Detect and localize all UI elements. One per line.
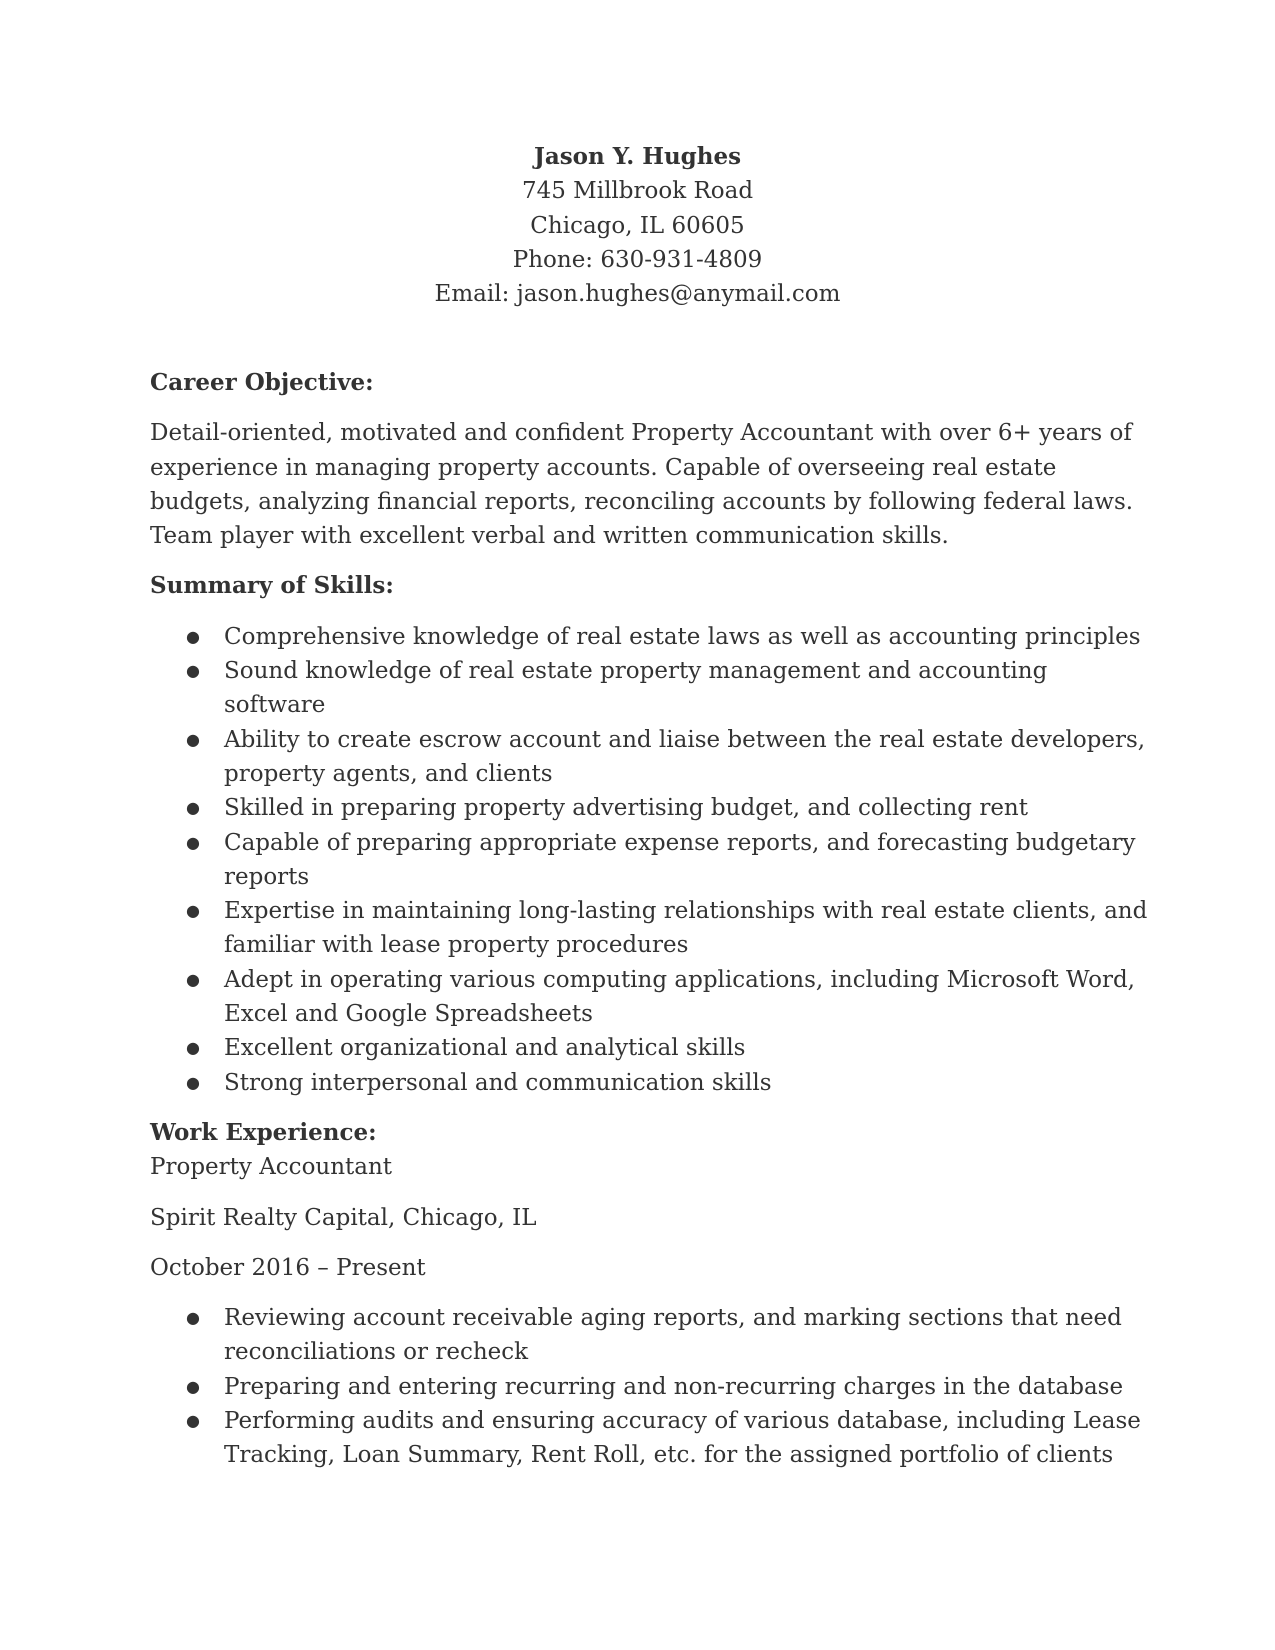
- skills-list: [150, 620, 1150, 1100]
- list-item: [150, 620, 1150, 654]
- phone-line: Phone: 630-931-4809: [512, 246, 763, 273]
- bullet-icon: ●: [186, 729, 200, 749]
- bullet-icon: ●: [186, 661, 200, 681]
- address-line-2: Chicago, IL 60605: [530, 212, 745, 239]
- duty-text: Preparing and entering recurring and non-recurring charges in the database: [224, 1373, 1124, 1400]
- contact-header: [0, 140, 1275, 311]
- work-experience-heading: Work Experience:: [150, 1118, 377, 1146]
- skill-text: Expertise in maintaining long-lasting relationships with real estate clients, and familiar with lease property procedures: [224, 898, 1148, 959]
- career-objective-heading: Career Objective:: [150, 369, 374, 396]
- bullet-icon: ●: [186, 1308, 200, 1328]
- skill-text: Sound knowledge of real estate property management and accounting software: [224, 658, 1048, 719]
- duty-text: Performing audits and ensuring accuracy of various database, including Lease Tracking, Loan Summary, Rent Roll, etc. for the assigned portfolio of clients: [224, 1408, 1141, 1469]
- employment-dates: October 2016 – Present: [150, 1254, 426, 1281]
- list-item: [150, 963, 1150, 1032]
- email-line: Email: jason.hughes@anymail.com: [434, 281, 841, 308]
- list-item: [150, 1404, 1150, 1473]
- career-objective-text: Detail-oriented, motivated and confident Property Accountant with over 6+ years of experience in managing property accounts. Capable of overseeing real estate budgets, analyzing financial reports, reconciling accounts by following federal laws. Team player with excellent verbal and written communication skills.: [150, 420, 1134, 550]
- company-location: Spirit Realty Capital, Chicago, IL: [150, 1204, 537, 1231]
- list-item: [150, 1066, 1150, 1100]
- list-item: [150, 1301, 1150, 1370]
- skill-text: Ability to create escrow account and liaise between the real estate developers, property agents, and clients: [224, 726, 1146, 787]
- list-item: [150, 654, 1150, 723]
- bullet-icon: ●: [186, 1376, 200, 1396]
- list-item: [150, 723, 1150, 792]
- list-item: [150, 1370, 1150, 1404]
- list-item: [150, 894, 1150, 963]
- bullet-icon: ●: [186, 1411, 200, 1431]
- resume-body: [150, 366, 1150, 1489]
- bullet-icon: ●: [186, 969, 200, 989]
- bullet-icon: ●: [186, 798, 200, 818]
- list-item: [150, 791, 1150, 825]
- job-title: Property Accountant: [150, 1154, 393, 1181]
- bullet-icon: ●: [186, 1072, 200, 1092]
- list-item: [150, 826, 1150, 895]
- work-duties-list: [150, 1301, 1150, 1472]
- skill-text: Skilled in preparing property advertising budget, and collecting rent: [224, 795, 1028, 822]
- skill-text: Adept in operating various computing applications, including Microsoft Word, Excel and Google Spreadsheets: [224, 966, 1135, 1028]
- skills-heading: Summary of Skills:: [150, 572, 394, 600]
- address-line-1: 745 Millbrook Road: [521, 178, 754, 205]
- skill-text: Capable of preparing appropriate expense reports, and forecasting budgetary reports: [224, 829, 1136, 890]
- candidate-name: Jason Y. Hughes: [533, 143, 742, 170]
- bullet-icon: ●: [186, 626, 200, 646]
- skill-text: Excellent organizational and analytical skills: [224, 1035, 746, 1062]
- bullet-icon: ●: [186, 901, 200, 921]
- skill-text: Comprehensive knowledge of real estate laws as well as accounting principles: [224, 623, 1141, 650]
- list-item: [150, 1031, 1150, 1065]
- skill-text: Strong interpersonal and communication skills: [224, 1069, 772, 1096]
- bullet-icon: ●: [186, 832, 200, 852]
- bullet-icon: ●: [186, 1038, 200, 1058]
- duty-text: Reviewing account receivable aging reports, and marking sections that need reconciliations or recheck: [224, 1305, 1122, 1366]
